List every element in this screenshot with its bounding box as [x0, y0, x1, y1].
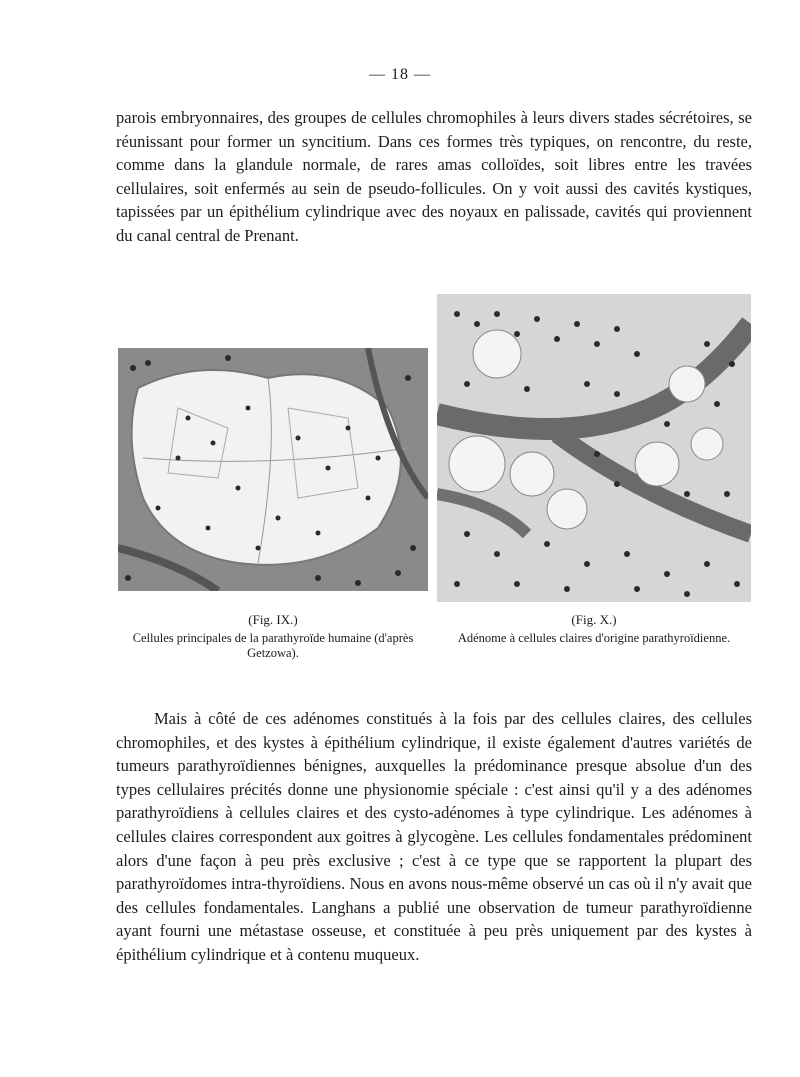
figure-x-caption	[437, 612, 751, 646]
page-number: — 18 —	[369, 66, 431, 83]
paragraph-2: Mais à côté de ces adénomes constitués à la fois par des cellules claires, des cellules chromophiles, et des kystes à épithélium cylindrique, il existe également d'autres variétés de tumeurs parathyroïdiennes bénignes, auxquelles la prédominance presque absolue d'un des types cellulaires précités donne une physionomie spéciale : c'est ainsi qu'il y a des adénomes parathyroïdiens à cellules claires et des cysto-adénomes à type cylindrique. Les adénomes à cellules claires correspondent aux goitres à glycogène. Les cellules fondamentales prédominent alors d'une façon à peu près exclusive ; c'est à ce type que se rapportent la plupart des parathyroïdomes intra-thyroïdiens. Nous en avons nous-même observé un cas où il n'y avait que des cellules fondamentales. Langhans a publié une observation de tumeur parathyroïdienne ayant fourni une métastase osseuse, et constituée à peu près uniquement par des kystes à épithélium cylindrique et à contenu muqueux.	[116, 709, 752, 964]
figure-x-label: (Fig. X.)	[571, 612, 617, 627]
figure-ix-caption	[118, 612, 428, 661]
figure-x-illustration	[437, 294, 751, 602]
paragraph-1: parois embryonnaires, des groupes de cellules chromophiles à leurs divers stades sécrétoires, se réunissant pour former un syncitium. Dans ces formes très typiques, on rencontre, du reste, comme dans la glandule normale, de rares amas colloïdes, soit libres entre les travées cellulaires, soit enfermés au sein de pseudo-follicules. On y voit aussi des cavités kystiques, tapissées par un épithélium cylindrique avec des noyaux en palissade, cavités qui proviennent du canal central de Prenant.	[116, 108, 752, 245]
figure-x-caption-text: Adénome à cellules claires d'origine parathyroïdienne.	[457, 631, 731, 645]
figure-ix-label: (Fig. IX.)	[248, 612, 298, 627]
figure-ix-caption-text: Cellules principales de la parathyroïde humaine (d'après Getzowa).	[132, 631, 414, 660]
figure-ix-illustration	[118, 348, 428, 591]
